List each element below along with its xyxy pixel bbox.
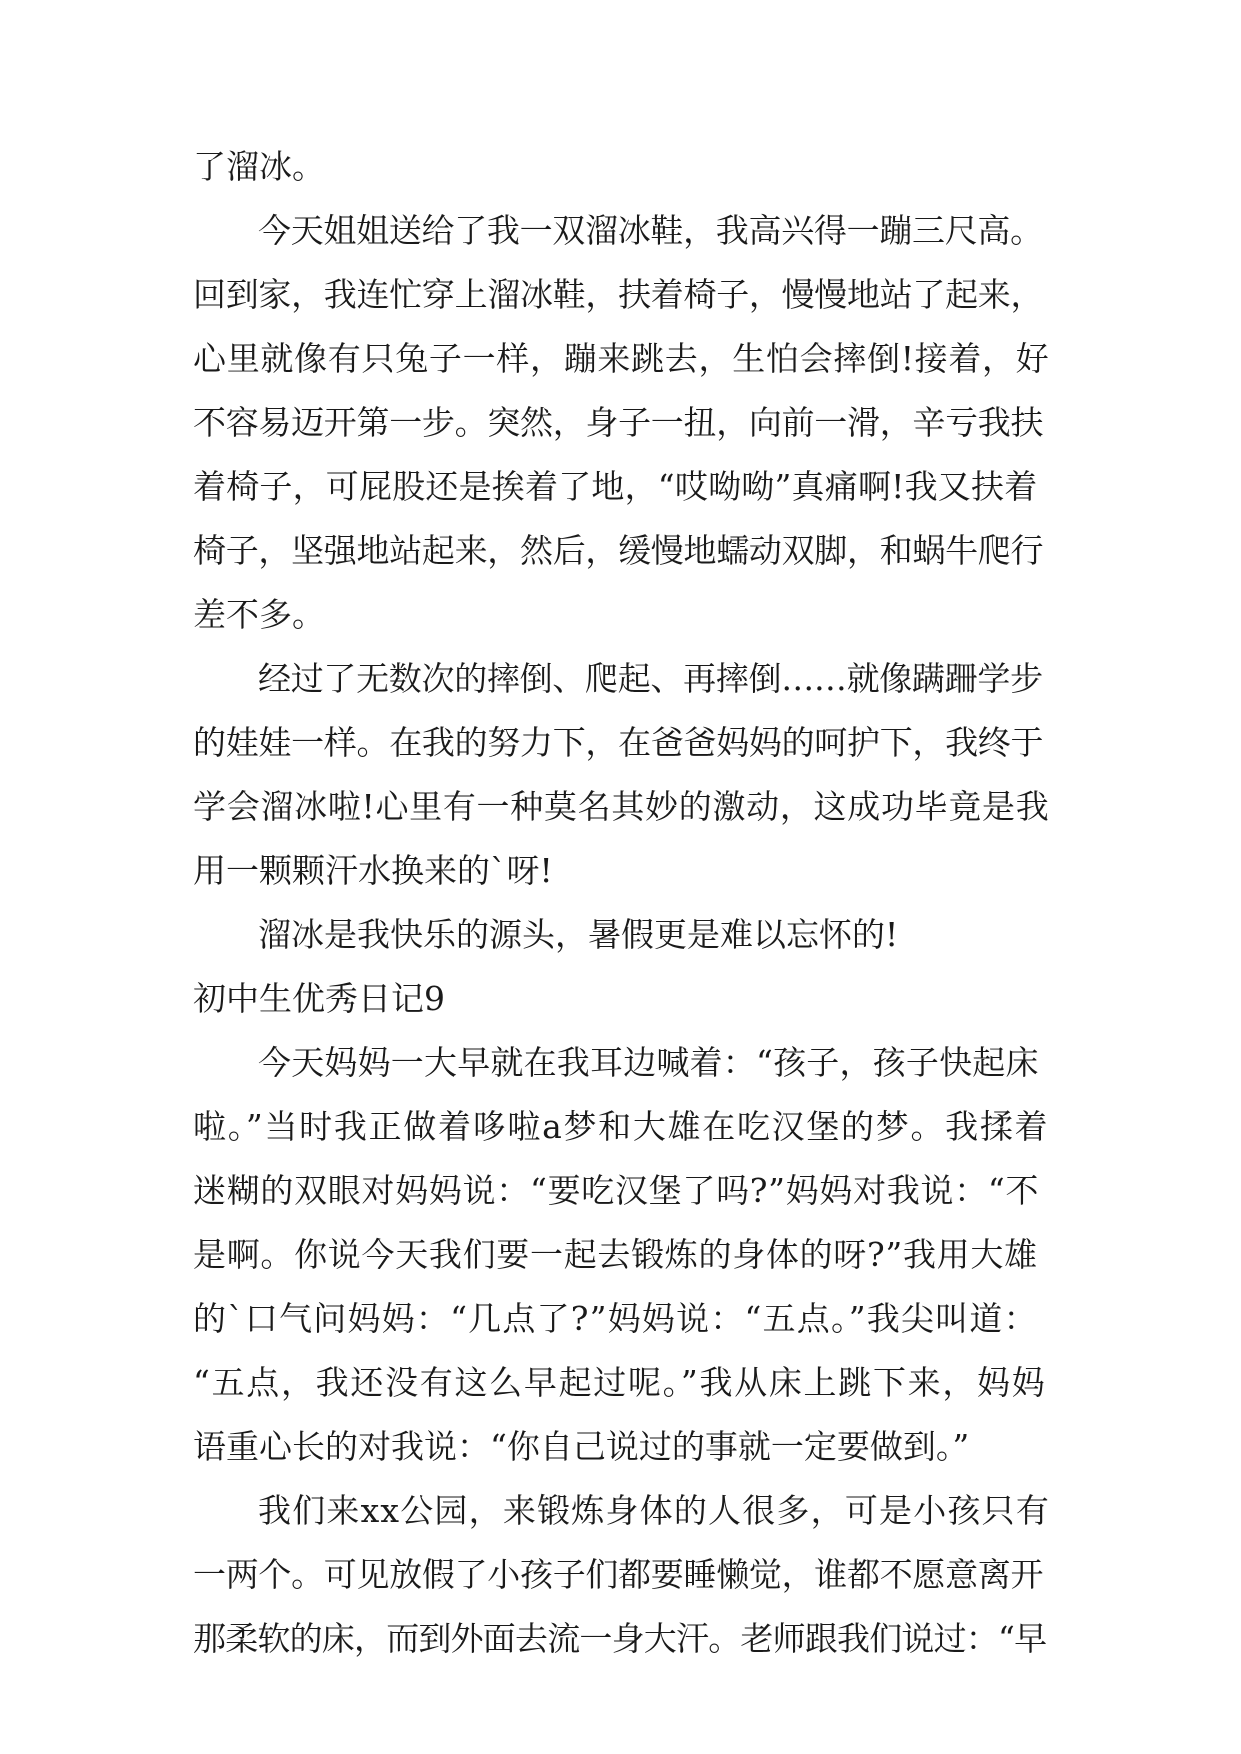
text-line: 椅子，坚强地站起来，然后，缓慢地蠕动双脚，和蜗牛爬行: [193, 531, 1044, 570]
paragraph-first-line: 今天姐姐送给了我一双溜冰鞋，我高兴得一蹦三尺高。: [258, 211, 1043, 250]
text-line: 心里就像有只兔子一样，蹦来跳去，生怕会摔倒!接着，好: [193, 339, 1050, 378]
paragraph-first-line: 溜冰是我快乐的源头，暑假更是难以忘怀的!: [258, 915, 899, 954]
text-line: 了溜冰。: [193, 147, 325, 186]
text-line: 是啊。你说今天我们要一起去锻炼的身体的呀?”我用大雄: [193, 1235, 1038, 1274]
text-line: 不容易迈开第一步。突然，身子一扭，向前一滑，辛亏我扶: [193, 403, 1044, 442]
paragraph-first-line: 经过了无数次的摔倒、爬起、再摔倒……就像蹒跚学步: [258, 659, 1043, 698]
text-line: 学会溜冰啦!心里有一种莫名其妙的激动，这成功毕竟是我: [193, 787, 1050, 826]
text-line: 回到家，我连忙穿上溜冰鞋，扶着椅子，慢慢地站了起来，: [193, 275, 1044, 314]
text-line: 差不多。: [193, 595, 325, 634]
text-line: 迷糊的双眼对妈妈说：“要吃汉堡了吗?”妈妈对我说：“不: [193, 1171, 1040, 1210]
text-line: 那柔软的床，而到外面去流一身大汗。老师跟我们说过：“早: [193, 1619, 1047, 1658]
text-line: 着椅子，可屁股还是挨着了地，“哎呦呦”真痛啊!我又扶着: [193, 467, 1038, 506]
paragraph-first-line: 我们来xx公园，来锻炼身体的人很多，可是小孩只有: [258, 1491, 1051, 1530]
text-line: 啦。”当时我正做着哆啦a梦和大雄在吃汉堡的梦。我揉着: [193, 1107, 1050, 1146]
text-line: 用一颗颗汗水换来的`呀!: [193, 851, 553, 890]
text-line: 一两个。可见放假了小孩子们都要睡懒觉，谁都不愿意离开: [193, 1555, 1044, 1594]
text-line: 的`口气问妈妈：“几点了?”妈妈说：“五点。”我尖叫道：: [193, 1299, 1038, 1338]
text-line: “五点，我还没有这么早起过呢。”我从床上跳下来，妈妈: [193, 1363, 1047, 1402]
text-line: 的娃娃一样。在我的努力下，在爸爸妈妈的呵护下，我终于: [193, 723, 1044, 762]
text-line: 语重心长的对我说：“你自己说过的事就一定要做到。”: [193, 1427, 970, 1466]
paragraph-first-line: 今天妈妈一大早就在我耳边喊着：“孩子，孩子快起床: [258, 1043, 1039, 1082]
section-heading: 初中生优秀日记9: [193, 979, 445, 1018]
